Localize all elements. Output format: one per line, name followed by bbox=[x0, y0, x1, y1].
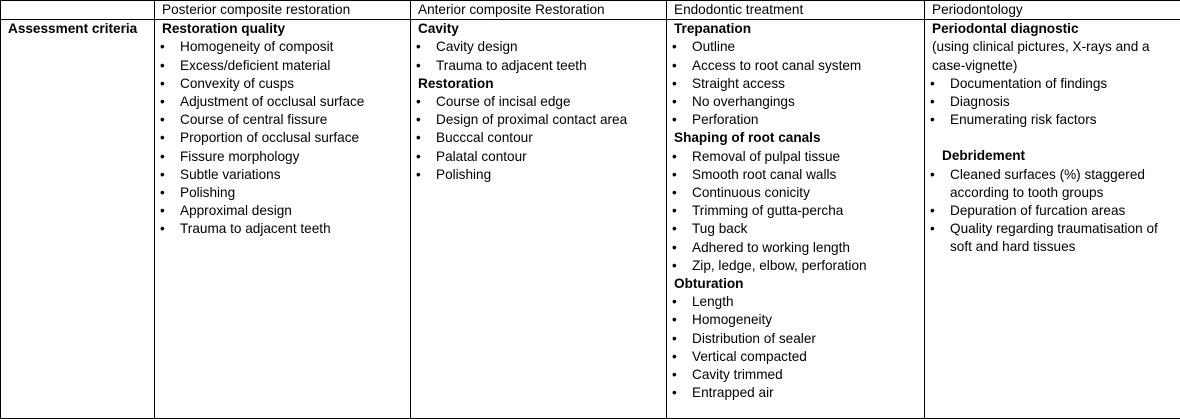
bullet-icon: • bbox=[682, 38, 692, 56]
list-item-text: Tug back bbox=[692, 221, 747, 236]
list-item bbox=[674, 75, 924, 93]
bullet-icon: • bbox=[426, 57, 436, 75]
list-item-text: Bucccal contour bbox=[436, 130, 533, 145]
list-item-text: Trauma to adjacent teeth bbox=[180, 221, 331, 236]
list-item bbox=[674, 148, 924, 166]
list-item bbox=[674, 93, 924, 111]
list-item bbox=[932, 220, 1180, 256]
bullet-icon: • bbox=[682, 184, 692, 202]
section-title: Cavity bbox=[418, 20, 666, 38]
bullet-icon: • bbox=[170, 202, 180, 220]
cell-endodontic bbox=[667, 20, 925, 419]
bullet-icon: • bbox=[682, 57, 692, 75]
row-label: Assessment criteria bbox=[1, 20, 155, 419]
bullet-icon: • bbox=[682, 148, 692, 166]
list-item-text: Documentation of findings bbox=[950, 76, 1107, 91]
bullet-icon: • bbox=[170, 38, 180, 56]
list-item-text: Polishing bbox=[180, 185, 235, 200]
list-item-text: Convexity of cusps bbox=[180, 76, 294, 91]
list-item-text: Course of central fissure bbox=[180, 112, 327, 127]
list-item bbox=[162, 129, 410, 147]
list-item bbox=[674, 293, 924, 311]
list-item-text: Straight access bbox=[692, 76, 785, 91]
cell-periodontology bbox=[925, 20, 1180, 419]
list-item-text: Access to root canal system bbox=[692, 58, 861, 73]
list-item-text: Distribution of sealer bbox=[692, 331, 816, 346]
bullet-icon: • bbox=[682, 220, 692, 238]
list-item-text: Approximal design bbox=[180, 203, 292, 218]
list-item-text: Diagnosis bbox=[950, 94, 1010, 109]
list-item-text: Outline bbox=[692, 39, 735, 54]
bullet-icon: • bbox=[940, 93, 950, 111]
bullet-icon: • bbox=[682, 111, 692, 129]
section-title: Restoration quality bbox=[162, 20, 410, 38]
bullet-icon: • bbox=[940, 166, 950, 184]
bullet-icon: • bbox=[682, 75, 692, 93]
list-item-text: Palatal contour bbox=[436, 149, 527, 164]
bullet-icon: • bbox=[170, 57, 180, 75]
header-endodontic: Endodontic treatment bbox=[667, 1, 925, 20]
list-item-text: Length bbox=[692, 294, 734, 309]
list-item bbox=[674, 111, 924, 129]
bullet-icon: • bbox=[170, 129, 180, 147]
list-item bbox=[418, 166, 666, 184]
bullet-icon: • bbox=[170, 111, 180, 129]
bullet-icon: • bbox=[170, 220, 180, 238]
bullet-icon: • bbox=[170, 93, 180, 111]
assessment-row bbox=[1, 20, 1180, 419]
list-item-text: Vertical compacted bbox=[692, 349, 807, 364]
list-item-text: Depuration of furcation areas bbox=[950, 203, 1125, 218]
list-item bbox=[162, 184, 410, 202]
list-item-text: Adhered to working length bbox=[692, 240, 850, 255]
header-periodontology: Periodontology bbox=[925, 1, 1180, 20]
list-item bbox=[162, 57, 410, 75]
list-item-text: Excess/deficient material bbox=[180, 58, 330, 73]
bullet-icon: • bbox=[426, 166, 436, 184]
bullet-icon: • bbox=[426, 111, 436, 129]
bullet-icon: • bbox=[170, 166, 180, 184]
bullet-icon: • bbox=[940, 202, 950, 220]
list-item-text: Homogeneity bbox=[692, 312, 772, 327]
list-item bbox=[674, 257, 924, 275]
list-item-text: Fissure morphology bbox=[180, 149, 299, 164]
bullet-icon: • bbox=[682, 348, 692, 366]
section-title: Obturation bbox=[674, 275, 924, 293]
header-row bbox=[1, 1, 1180, 20]
cell-anterior bbox=[411, 20, 667, 419]
header-posterior: Posterior composite restoration bbox=[155, 1, 411, 20]
list-item-text: Course of incisal edge bbox=[436, 94, 571, 109]
list-item-text: Zip, ledge, elbow, perforation bbox=[692, 258, 867, 273]
list-item-text: Continuous conicity bbox=[692, 185, 810, 200]
bullet-icon: • bbox=[940, 75, 950, 93]
list-item bbox=[932, 111, 1180, 129]
list-item bbox=[932, 202, 1180, 220]
bullet-icon: • bbox=[682, 366, 692, 384]
list-item bbox=[674, 348, 924, 366]
list-item-text: Cavity trimmed bbox=[692, 367, 783, 382]
list-item-text: Homogeneity of composit bbox=[180, 39, 333, 54]
list-item bbox=[674, 57, 924, 75]
list-item bbox=[418, 148, 666, 166]
bullet-icon: • bbox=[682, 311, 692, 329]
header-empty-cell bbox=[1, 1, 155, 20]
bullet-icon: • bbox=[170, 148, 180, 166]
list-item bbox=[932, 75, 1180, 93]
list-item bbox=[162, 93, 410, 111]
bullet-icon: • bbox=[682, 93, 692, 111]
bullet-icon: • bbox=[426, 129, 436, 147]
bullet-icon: • bbox=[940, 111, 950, 129]
bullet-icon: • bbox=[170, 184, 180, 202]
list-item bbox=[418, 38, 666, 56]
list-item bbox=[418, 111, 666, 129]
list-item bbox=[932, 166, 1180, 202]
list-item-text: Quality regarding traumatisation of soft and hard tissues bbox=[950, 221, 1158, 254]
list-item bbox=[162, 166, 410, 184]
list-item bbox=[674, 366, 924, 384]
list-item bbox=[674, 330, 924, 348]
list-item bbox=[162, 220, 410, 238]
section-title: Trepanation bbox=[674, 20, 924, 38]
list-item-text: Entrapped air bbox=[692, 385, 774, 400]
list-item-text: Cavity design bbox=[436, 39, 518, 54]
list-item bbox=[674, 184, 924, 202]
bullet-icon: • bbox=[426, 93, 436, 111]
section-gap bbox=[932, 129, 1180, 147]
bullet-icon: • bbox=[170, 75, 180, 93]
list-item-text: Trimming of gutta-percha bbox=[692, 203, 843, 218]
list-item bbox=[674, 38, 924, 56]
bullet-icon: • bbox=[682, 166, 692, 184]
list-item-text: No overhangings bbox=[692, 94, 795, 109]
list-item bbox=[674, 311, 924, 329]
bullet-icon: • bbox=[682, 384, 692, 402]
bullet-icon: • bbox=[940, 220, 950, 238]
bullet-icon: • bbox=[682, 293, 692, 311]
bullet-icon: • bbox=[682, 202, 692, 220]
section-note: (using clinical pictures, X-rays and a case-vignette) bbox=[932, 38, 1180, 74]
list-item bbox=[162, 202, 410, 220]
list-item bbox=[162, 148, 410, 166]
list-item bbox=[418, 57, 666, 75]
bullet-icon: • bbox=[426, 148, 436, 166]
list-item bbox=[418, 129, 666, 147]
bullet-icon: • bbox=[682, 257, 692, 275]
list-item bbox=[674, 166, 924, 184]
list-item bbox=[674, 239, 924, 257]
bullet-icon: • bbox=[426, 38, 436, 56]
list-item bbox=[162, 38, 410, 56]
list-item-text: Perforation bbox=[692, 112, 759, 127]
list-item-text: Trauma to adjacent teeth bbox=[436, 58, 587, 73]
list-item-text: Cleaned surfaces (%) staggered according to tooth groups bbox=[950, 167, 1145, 200]
bullet-icon: • bbox=[682, 239, 692, 257]
list-item-text: Enumerating risk factors bbox=[950, 112, 1097, 127]
section-title: Shaping of root canals bbox=[674, 129, 924, 147]
cell-posterior bbox=[155, 20, 411, 419]
list-item bbox=[162, 75, 410, 93]
section-title: Restoration bbox=[418, 75, 666, 93]
list-item bbox=[674, 384, 924, 402]
list-item-text: Design of proximal contact area bbox=[436, 112, 627, 127]
list-item-text: Removal of pulpal tissue bbox=[692, 149, 840, 164]
list-item bbox=[932, 93, 1180, 111]
list-item-text: Subtle variations bbox=[180, 167, 281, 182]
header-anterior: Anterior composite Restoration bbox=[411, 1, 667, 20]
section-title: Periodontal diagnostic bbox=[932, 20, 1180, 38]
list-item-text: Smooth root canal walls bbox=[692, 167, 836, 182]
list-item-text: Polishing bbox=[436, 167, 491, 182]
section-title: Debridement bbox=[932, 147, 1180, 165]
list-item-text: Adjustment of occlusal surface bbox=[180, 94, 364, 109]
list-item bbox=[674, 220, 924, 238]
list-item bbox=[162, 111, 410, 129]
list-item bbox=[418, 93, 666, 111]
bullet-icon: • bbox=[682, 330, 692, 348]
list-item bbox=[674, 202, 924, 220]
list-item-text: Proportion of occlusal surface bbox=[180, 130, 359, 145]
